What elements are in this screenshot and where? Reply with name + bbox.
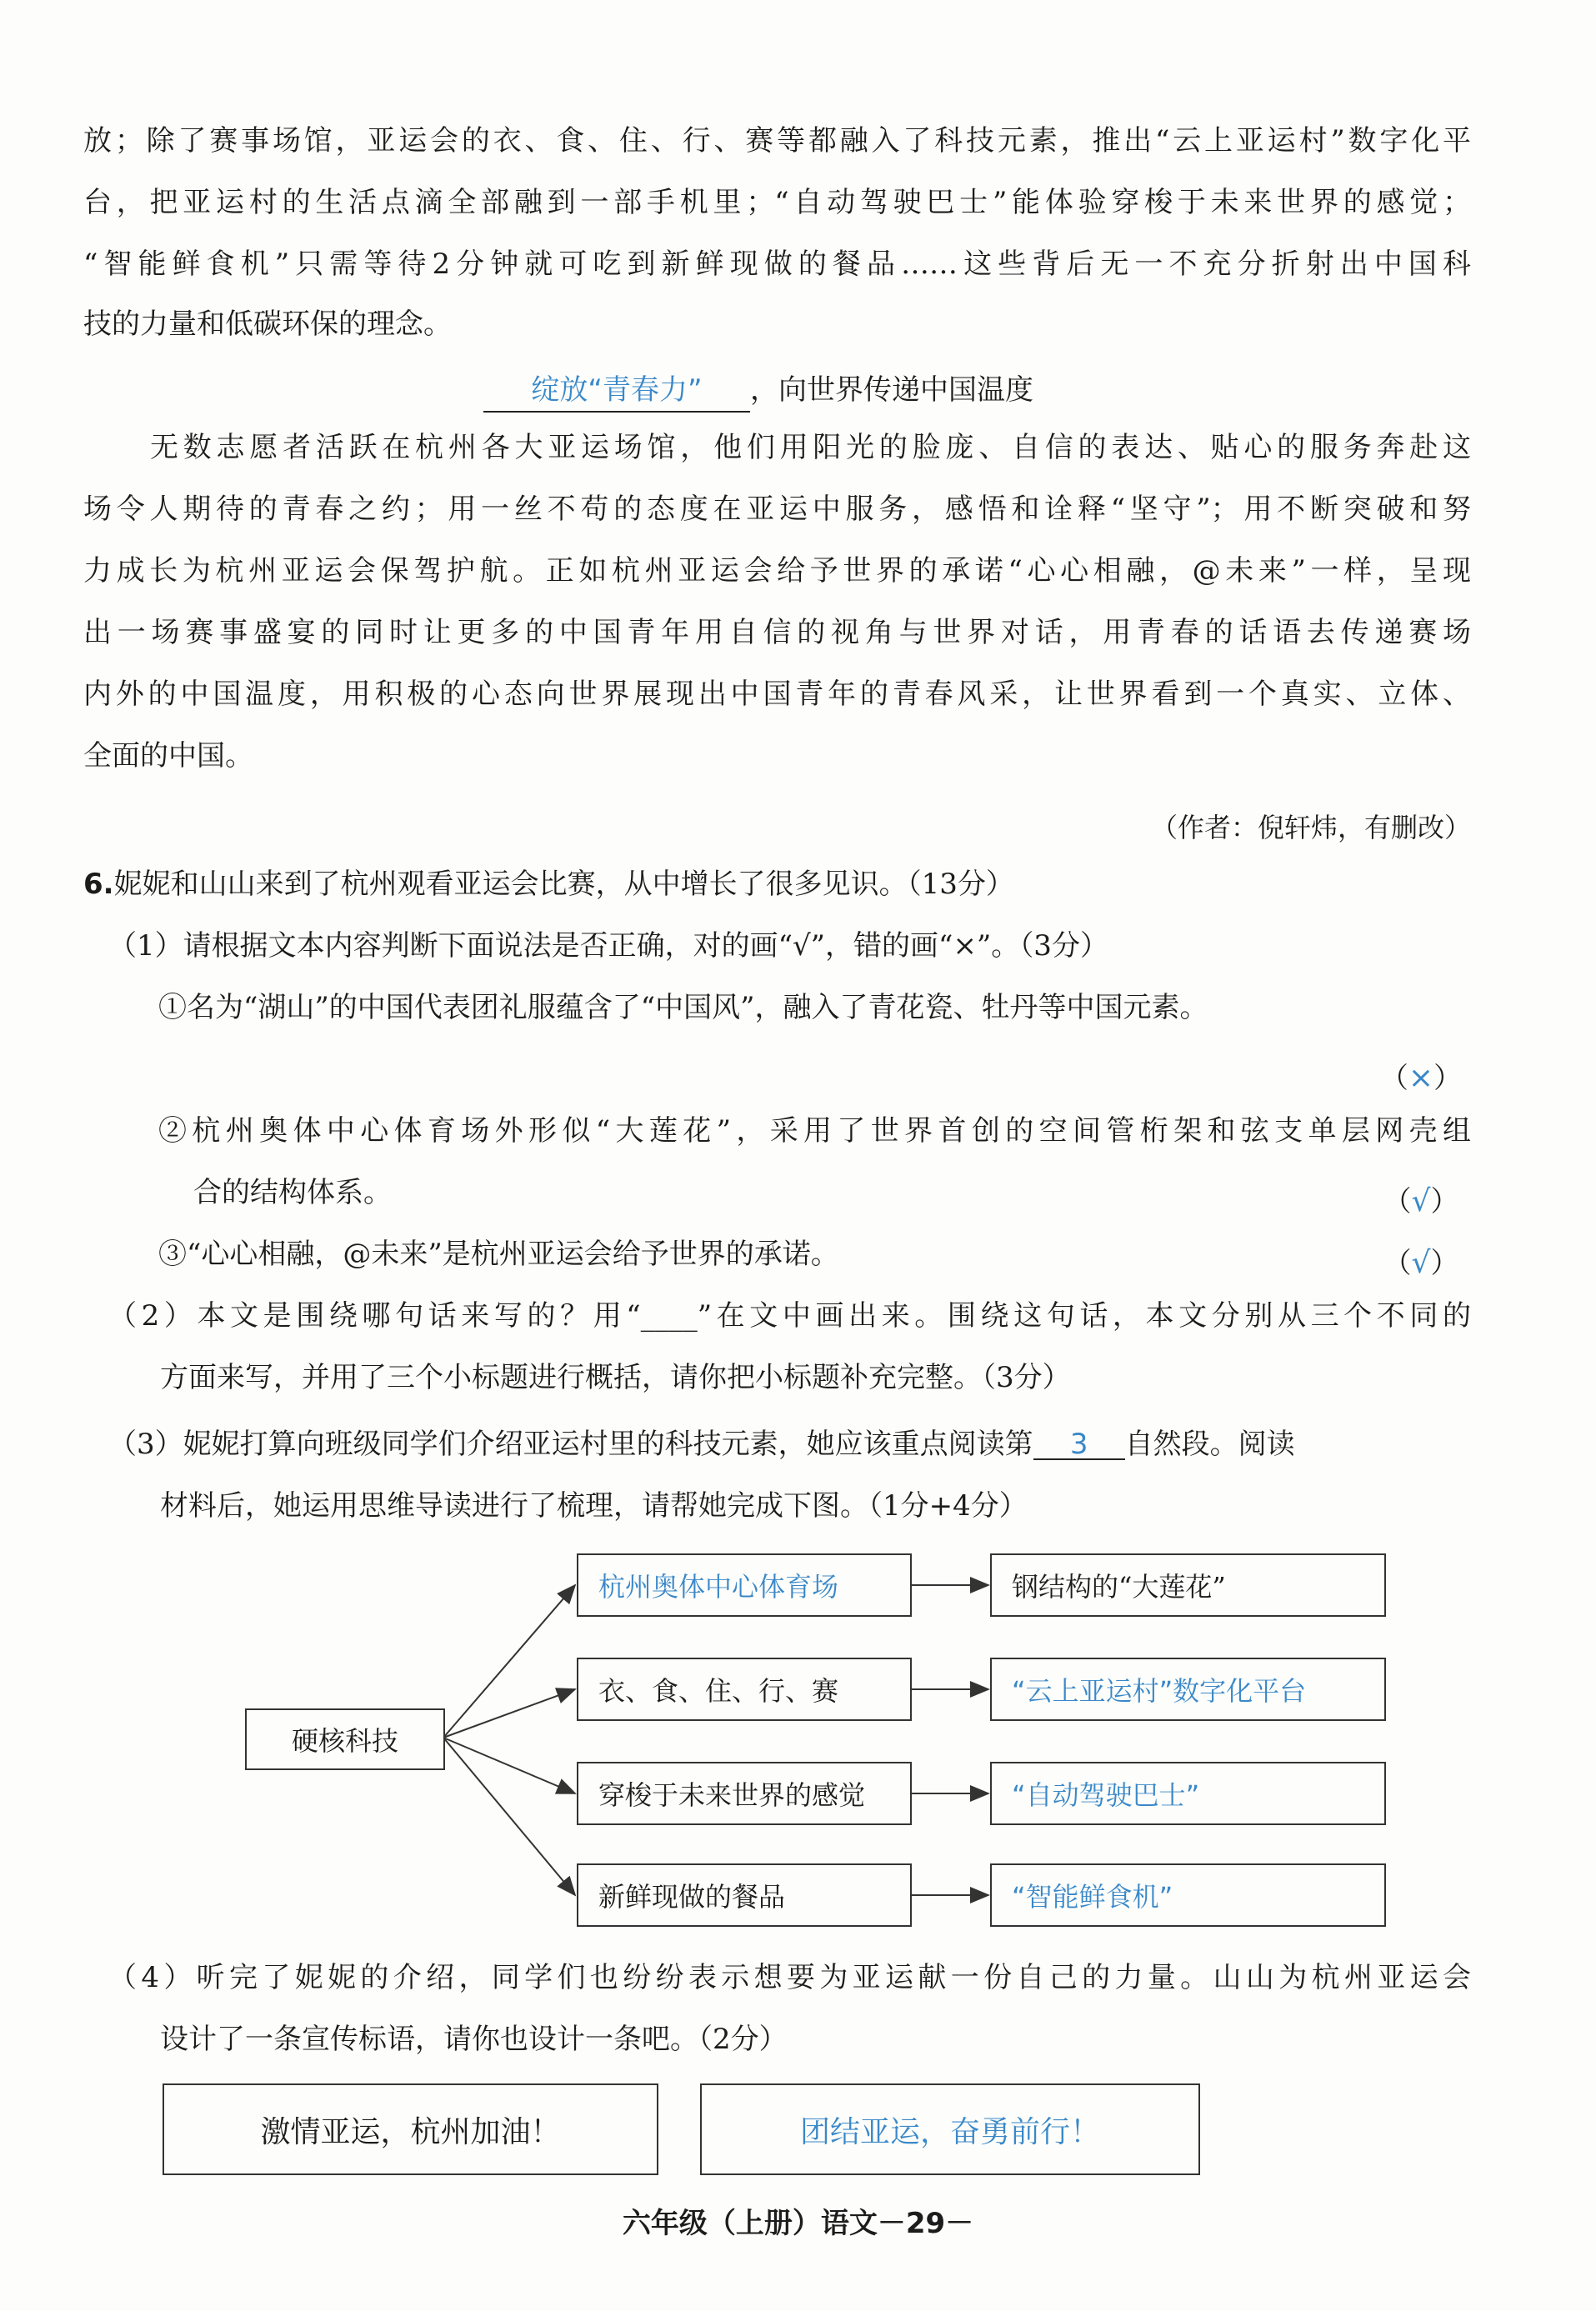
passage-line: 出一场赛事盛宴的同时让更多的中国青年用自信的视角与世界对话，用青春的话语去传递赛场 <box>83 616 1471 649</box>
statement-3: ③“心心相融，@未来”是杭州亚运会给予世界的承诺。 <box>158 1238 839 1271</box>
passage-line: 放；除了赛事场馆，亚运会的衣、食、住、行、赛等都融入了科技元素，推出“云上亚运村”数字化平 <box>83 124 1471 158</box>
mindmap-root: 硬核科技 <box>245 1708 445 1770</box>
subquestion-1: （1）请根据文本内容判断下面说法是否正确，对的画“√”，错的画“×”。（3分） <box>108 929 1108 963</box>
page-footer: 六年级（上册）语文－29－ <box>622 2207 974 2240</box>
subquestion-2: （2）本文是围绕哪句话来写的？用“____”在文中画出来。围绕这句话，本文分别从三个不同的 <box>108 1299 1471 1333</box>
subquestion-4: （4）听完了妮妮的介绍，同学们也纷纷表示想要为亚运献一份自己的力量。山山为杭州亚运会 <box>108 1961 1471 1994</box>
paragraph-number-answer[interactable]: 3 <box>1033 1430 1125 1460</box>
cross-answer[interactable]: × <box>1408 1061 1434 1095</box>
subquestion-2-cont: 方面来写，并用了三个小标题进行概括，请你把小标题补充完整。（3分） <box>160 1361 1071 1394</box>
subquestion-3-cont: 材料后，她运用思维导读进行了梳理，请帮她完成下图。（1分+4分） <box>160 1489 1028 1523</box>
question-number: 6. <box>83 868 114 901</box>
passage-line: “智能鲜食机”只需等待2分钟就可吃到新鲜现做的餐品……这些背后无一不充分折射出中国科 <box>83 248 1471 281</box>
check-answer[interactable]: √ <box>1411 1246 1431 1280</box>
mindmap-right-4[interactable]: “智能鲜食机” <box>990 1863 1386 1927</box>
mark-close: ） <box>1430 1247 1459 1280</box>
passage-line: 技的力量和低碳环保的理念。 <box>83 308 452 341</box>
passage-line: 内外的中国温度，用积极的心态向世界展现出中国青年的青春风采，让世界看到一个真实、立体、 <box>83 678 1471 711</box>
passage-line: 无数志愿者活跃在杭州各大亚运场馆，他们用阳光的脸庞、自信的表达、贴心的服务奔赴这 <box>150 431 1471 464</box>
mark-close: ） <box>1433 1062 1463 1095</box>
subquestion-4-cont: 设计了一条宣传标语，请你也设计一条吧。（2分） <box>160 2023 788 2056</box>
author-credit: （作者：倪轩炜，有删改） <box>1150 812 1471 843</box>
mindmap-right-2[interactable]: “云上亚运村”数字化平台 <box>990 1658 1386 1721</box>
mark-close: ） <box>1430 1185 1459 1218</box>
slogan-given: 激情亚运，杭州加油！ <box>163 2083 658 2175</box>
statement-2: ②杭州奥体中心体育场外形似“大莲花”，采用了世界首创的空间管桁架和弦支单层网壳组 <box>158 1114 1471 1148</box>
passage-line: 力成长为杭州亚运会保驾护航。正如杭州亚运会给予世界的承诺“心心相融，@未来”一样，呈现 <box>83 554 1471 588</box>
subquestion-3-tail: 自然段。阅读 <box>1124 1428 1295 1461</box>
passage-line: 场令人期待的青春之约；用一丝不苟的态度在亚运中服务，感悟和诠释“坚守”；用不断突破和努 <box>83 493 1471 526</box>
slogan-answer[interactable]: 团结亚运，奋勇前行！ <box>700 2083 1200 2175</box>
check-answer[interactable]: √ <box>1411 1184 1431 1218</box>
subtitle-answer[interactable]: 绽放“青春力” <box>483 367 750 413</box>
mark-open: （ <box>1379 1062 1408 1095</box>
mindmap-left-3: 穿梭于未来世界的感觉 <box>577 1762 912 1825</box>
mark-open: （ <box>1383 1185 1412 1218</box>
question-stem-text: 妮妮和山山来到了杭州观看亚运会比赛，从中增长了很多见识。（13分） <box>113 868 1014 901</box>
statement-1: ①名为“湖山”的中国代表团礼服蕴含了“中国风”，融入了青花瓷、牡丹等中国元素。 <box>158 991 1208 1024</box>
passage-line: 台，把亚运村的生活点滴全部融到一部手机里；“自动驾驶巴士”能体验穿梭于未来世界的感觉； <box>83 186 1471 219</box>
mindmap-left-2: 衣、食、住、行、赛 <box>577 1658 912 1721</box>
mindmap-left-1[interactable]: 杭州奥体中心体育场 <box>577 1553 912 1617</box>
passage-line: 全面的中国。 <box>83 739 253 773</box>
subquestion-3-text: （3）妮妮打算向班级同学们介绍亚运村里的科技元素，她应该重点阅读第 <box>108 1428 1033 1461</box>
mark-open: （ <box>1383 1247 1412 1280</box>
mindmap-right-1: 钢结构的“大莲花” <box>990 1553 1386 1617</box>
subtitle-rest: ，向世界传递中国温度 <box>750 373 1033 407</box>
mindmap-left-4: 新鲜现做的餐品 <box>577 1863 912 1927</box>
statement-2-cont: 合的结构体系。 <box>193 1176 392 1209</box>
mindmap-right-3[interactable]: “自动驾驶巴士” <box>990 1762 1386 1825</box>
